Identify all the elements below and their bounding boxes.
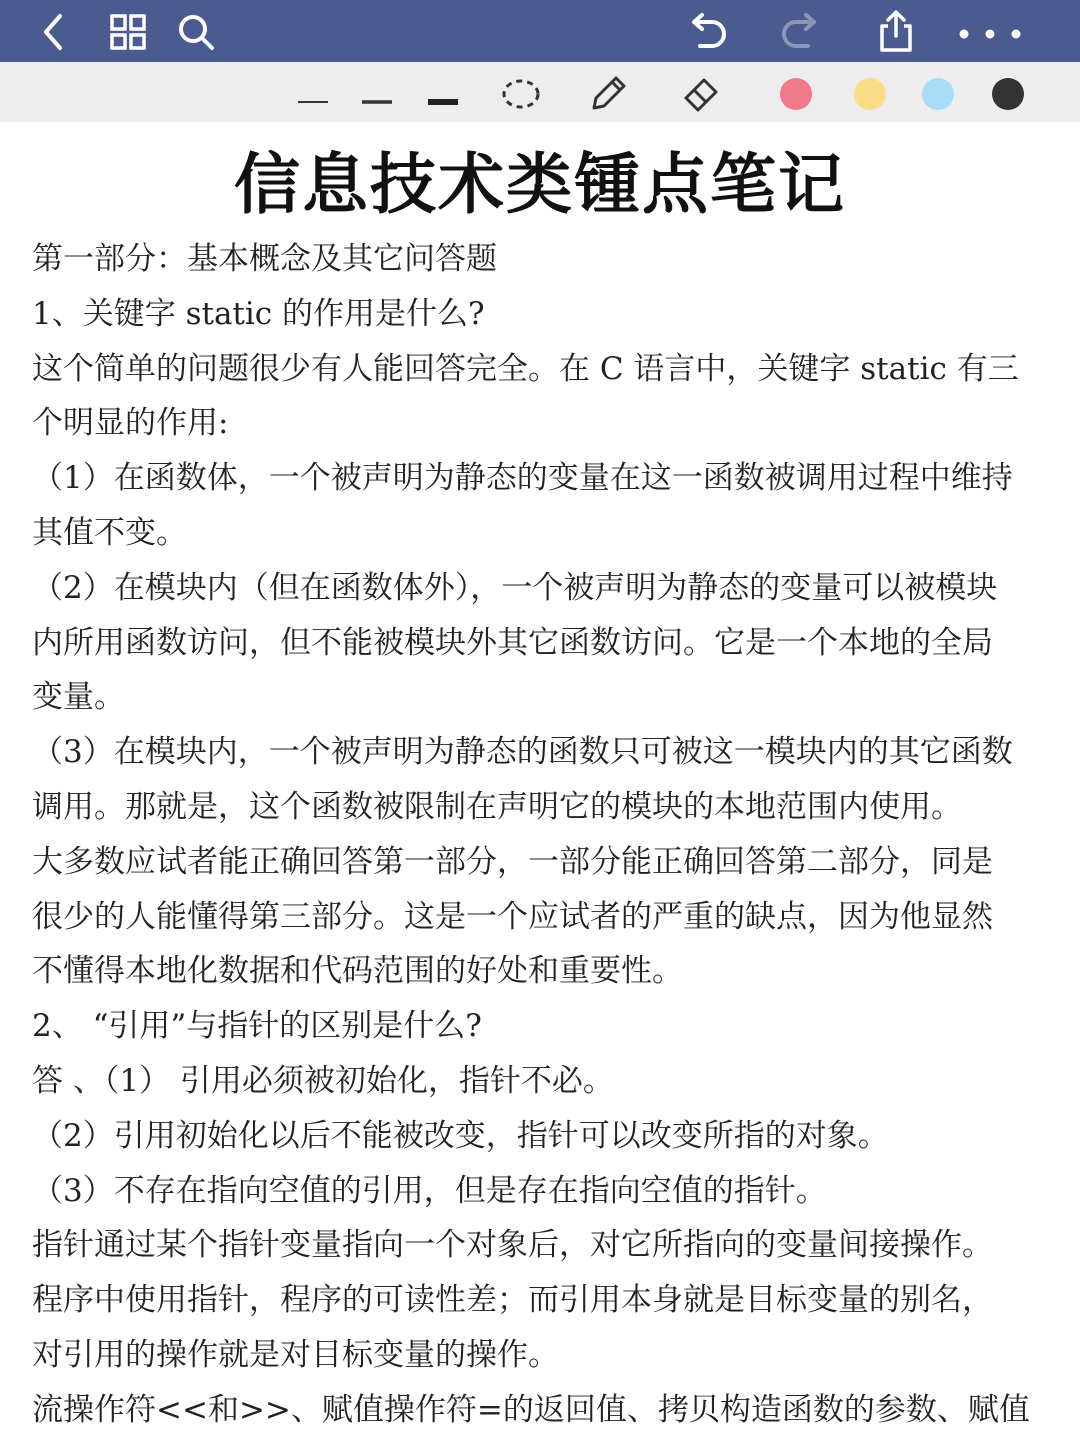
text-line: 调用。那就是，这个函数被限制在声明它的模块的本地范围内使用。 [32, 788, 962, 825]
text-line: 第一部分：基本概念及其它问答题 [32, 241, 497, 277]
dark-color-swatch[interactable] [992, 78, 1024, 110]
text-line: 这个简单的问题很少有人能回答完全。在 C 语言中，关键字 static 有三 [32, 350, 1019, 387]
text-line: 对引用的操作就是对目标变量的操作。 [32, 1336, 559, 1373]
text-line: 1、关键字 static 的作用是什么? [32, 295, 485, 332]
grid-icon[interactable] [102, 6, 154, 58]
text-line: （1）在函数体，一个被声明为静态的变量在这一函数被调用过程中维持 [32, 460, 1013, 497]
eraser-icon[interactable] [678, 70, 724, 116]
text-line: （2）在模块内（但在函数体外），一个被声明为静态的变量可以被模块 [32, 569, 998, 606]
back-icon[interactable] [28, 6, 80, 58]
text-line: （3）在模块内，一个被声明为静态的函数只可被这一模块内的其它函数 [32, 734, 1013, 771]
text-line: 流操作符<<和>>、赋值操作符=的返回值、拷贝构造函数的参数、赋值 [32, 1391, 1030, 1428]
thick-line-icon[interactable] [420, 70, 466, 116]
text-line: 大多数应试者能正确回答第一部分，一部分能正确回答第二部分，同是 [32, 843, 993, 880]
text-line: 个明显的作用: [32, 405, 229, 442]
light-blue-color-swatch[interactable] [922, 78, 954, 110]
text-line: 不懂得本地化数据和代码范围的好处和重要性。 [32, 953, 683, 990]
text-line: （3）不存在指向空值的引用，但是存在指向空值的指针。 [32, 1172, 827, 1209]
text-line: 程序中使用指针，程序的可读性差；而引用本身就是目标变量的别名， [32, 1282, 993, 1319]
document-title: 信息技术类锺点笔记 [234, 145, 846, 223]
pen-toolbar [0, 62, 1080, 122]
text-line: 其值不变。 [32, 514, 187, 551]
text-line: 答 、（1） 引用必须被初始化，指针不必。 [32, 1062, 614, 1099]
medium-line-icon[interactable] [354, 70, 400, 116]
thin-line-icon[interactable] [290, 70, 336, 116]
pink-color-swatch[interactable] [780, 78, 812, 110]
text-line: 变量。 [32, 679, 125, 716]
more-icon[interactable] [950, 6, 1030, 58]
document-body [32, 232, 1052, 1438]
text-line: 2、 “引用”与指针的区别是什么? [32, 1008, 482, 1045]
text-line: 很少的人能懂得第三部分。这是一个应试者的严重的缺点，因为他显然 [32, 898, 993, 935]
redo-icon[interactable] [774, 6, 826, 58]
top-nav-bar [0, 0, 1080, 62]
note-page[interactable] [0, 122, 1080, 1443]
undo-icon[interactable] [682, 6, 734, 58]
lasso-icon[interactable] [498, 70, 544, 116]
pencil-icon[interactable] [584, 70, 630, 116]
yellow-color-swatch[interactable] [854, 78, 886, 110]
search-icon[interactable] [170, 6, 222, 58]
text-line: （2）引用初始化以后不能被改变，指针可以改变所指的对象。 [32, 1117, 889, 1154]
text-line: 内所用函数访问，但不能被模块外其它函数访问。它是一个本地的全局 [32, 624, 993, 661]
text-line: 指针通过某个指针变量指向一个对象后，对它所指向的变量间接操作。 [32, 1227, 993, 1264]
share-icon[interactable] [870, 6, 922, 58]
